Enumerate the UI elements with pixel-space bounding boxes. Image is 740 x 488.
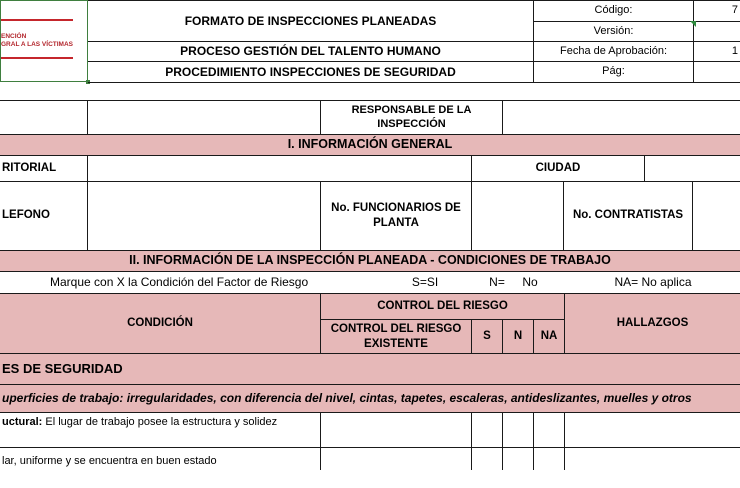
ciudad-label: CIUDAD [535, 162, 581, 175]
legend-na: NA= No aplica [614, 275, 692, 289]
row1-label-text: El lugar de trabajo posee la estructura y solidez [42, 416, 278, 428]
process-title: PROCESO GESTIÓN DEL TALENTO HUMANO [180, 44, 441, 58]
s-header: S [483, 330, 491, 343]
funcionarios-label: No. FUNCIONARIOS DE PLANTA [331, 202, 461, 229]
row1-na-cell[interactable] [534, 413, 564, 447]
codigo-value[interactable]: 7 [731, 4, 738, 17]
legend-no-value: No [522, 275, 538, 289]
hallazgos-header: HALLAZGOS [616, 317, 689, 330]
version-label: Versión: [593, 24, 634, 37]
condicion-header: CONDICIÓN [127, 317, 193, 330]
responsable-name-cell[interactable] [88, 101, 320, 134]
row2-label-text: lar, uniforme y se encuentra en buen estado [2, 455, 217, 467]
row1-control-cell[interactable] [321, 413, 471, 447]
row2-na-cell[interactable] [534, 448, 564, 470]
ciudad-field[interactable] [645, 156, 740, 181]
table-row [2, 414, 320, 430]
subcategory-title: uperficies de trabajo: irregularidades, con diferencia del nivel, cintas, tapetes, escaleras, antideslizantes, muelles y otros [2, 391, 692, 405]
logo-text-line2: GRAL A LAS VÍCTIMAS [1, 41, 73, 48]
row2-hallazgos-cell[interactable] [565, 448, 740, 470]
territorial-label: RITORIAL [2, 162, 57, 175]
fecha-aprobacion-value[interactable]: 1 [731, 44, 738, 57]
logo-text-line1: ENCIÓN [1, 33, 27, 40]
control-existente-header: CONTROL DEL RIESGO EXISTENTE [330, 323, 462, 350]
row1-n-cell[interactable] [503, 413, 533, 447]
category-title: ES DE SEGURIDAD [2, 360, 123, 376]
control-riesgo-header: CONTROL DEL RIESGO [377, 300, 508, 313]
telefono-label: LEFONO [2, 209, 50, 222]
row2-control-cell[interactable] [321, 448, 471, 470]
row1-hallazgos-cell[interactable] [565, 413, 740, 447]
telefono-field[interactable] [88, 182, 320, 249]
section2-title: II. INFORMACIÓN DE LA INSPECCIÓN PLANEADA - CONDICIONES DE TRABAJO [129, 253, 611, 268]
table-row [2, 453, 320, 469]
responsable-value-cell[interactable] [503, 101, 740, 134]
responsable-label: RESPONSABLE DE LA INSPECCIÓN [351, 103, 472, 130]
legend-si: S=SI [411, 275, 439, 289]
bottom-margin [0, 470, 740, 488]
logo-top-rule [1, 19, 73, 21]
na-header: NA [540, 330, 558, 343]
version-value[interactable] [694, 22, 740, 41]
funcionarios-field[interactable] [472, 182, 563, 249]
section1-title: I. INFORMACIÓN GENERAL [287, 137, 453, 152]
row2-n-cell[interactable] [503, 448, 533, 470]
territorial-field[interactable] [88, 156, 471, 181]
codigo-label: Código: [594, 4, 633, 17]
row1-label-bold: uctural: [2, 416, 43, 428]
legend-no-label: N= [489, 275, 505, 289]
n-header: N [513, 330, 523, 343]
row2-s-cell[interactable] [472, 448, 502, 470]
pag-value[interactable] [694, 62, 740, 82]
contratistas-field[interactable] [693, 182, 740, 249]
pag-label: Pág: [602, 65, 625, 78]
contratistas-label: No. CONTRATISTAS [572, 209, 684, 222]
procedure-title: PROCEDIMIENTO INSPECCIONES DE SEGURIDAD [165, 64, 456, 79]
instructions-text: Marque con X la Condición del Factor de Riesgo [50, 275, 309, 289]
format-title: FORMATO DE INSPECCIONES PLANEADAS [184, 13, 437, 28]
row1-s-cell[interactable] [472, 413, 502, 447]
logo-bottom-rule [1, 57, 73, 59]
logo [0, 0, 88, 82]
fecha-aprobacion-label: Fecha de Aprobación: [559, 44, 668, 57]
